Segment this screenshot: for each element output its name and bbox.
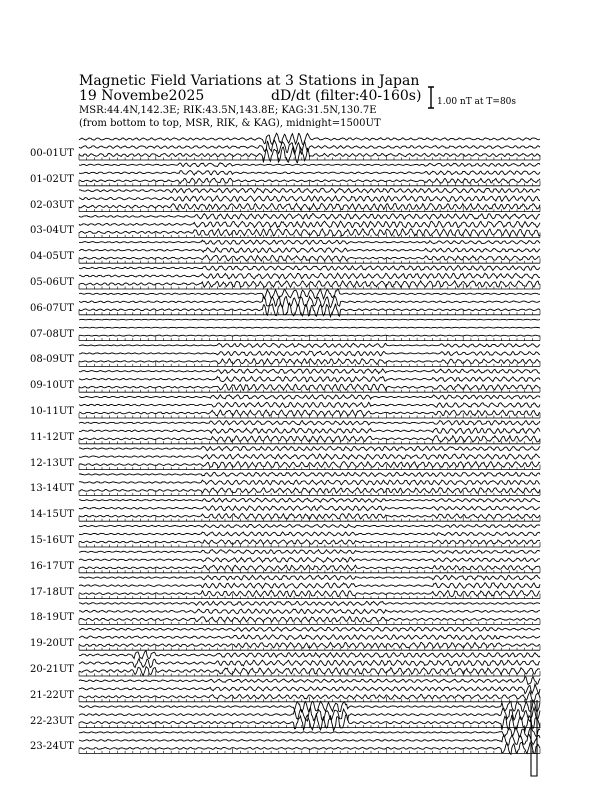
trace-rik-20-21UT [79,659,540,668]
hour-label-04-05UT: 04-05UT [30,251,74,263]
hour-label-19-20UT: 19-20UT [30,638,74,650]
trace-rik-09-10UT [79,377,540,382]
scale-bar [428,87,434,108]
trace-rik-10-11UT [79,402,540,407]
trace-rik-08-09UT [79,351,540,356]
hour-label-00-01UT: 00-01UT [30,148,74,159]
trace-kag-08-09UT [79,343,540,347]
hour-label-01-02UT: 01-02UT [30,173,74,185]
hour-label-11-12UT: 11-12UT [30,431,74,443]
trace-rik-01-02UT [79,171,540,176]
trace-kag-21-22UT [79,677,540,685]
trace-rik-06-07UT [79,296,540,308]
trace-rik-12-13UT [79,454,540,459]
row-ticks [79,594,540,599]
trace-kag-00-01UT [79,133,540,145]
hour-label-08-09UT: 08-09UT [30,354,74,366]
date-label: 19 Novembe2025 [79,88,205,104]
hour-label-20-21UT: 20-21UT [30,664,74,675]
hour-label-17-18UT: 17-18UT [30,586,74,598]
trace-kag-03-04UT [79,214,540,220]
hour-label-13-14UT: 13-14UT [30,483,74,495]
trace-rik-04-05UT [79,248,540,253]
trace-rik-21-22UT [79,684,540,694]
hour-label-10-11UT: 10-11UT [30,406,74,417]
hour-label-12-13UT: 12-13UT [30,457,74,469]
hour-label-15-16UT: 15-16UT [30,535,74,546]
trace-kag-16-17UT [79,550,540,554]
trace-rik-16-17UT [79,557,540,562]
trace-kag-11-12UT [79,421,540,426]
scale-bar-label: 1.00 nT at T=80s [437,97,517,107]
hour-label-06-07UT: 06-07UT [30,302,74,314]
trace-kag-04-05UT [79,240,540,244]
trace-rik-03-04UT [79,221,540,227]
row-ticks [79,336,540,341]
chart-title: Magnetic Field Variations at 3 Stations in Japan [79,73,420,89]
row-ticks [79,439,540,444]
trace-rik-11-12UT [79,428,540,434]
trace-rik-00-01UT [79,140,540,154]
trace-rik-07-08UT [79,327,540,328]
hour-label-07-08UT: 07-08UT [30,328,74,340]
trace-rik-18-19UT [79,609,540,614]
hour-label-21-22UT: 21-22UT [30,689,74,701]
trace-kag-14-15UT [79,498,540,502]
hour-label-23-24UT: 23-24UT [30,741,74,753]
hour-label-22-23UT: 22-23UT [30,715,74,727]
hour-label-05-06UT: 05-06UT [30,277,74,288]
trace-kag-23-24UT [79,727,540,737]
hour-label-02-03UT: 02-03UT [30,199,74,211]
trace-kag-15-16UT [79,524,540,527]
trace-kag-02-03UT [79,188,540,193]
hour-label-14-15UT: 14-15UT [30,509,74,521]
trace-rik-13-14UT [79,480,540,485]
trace-rik-23-24UT [79,735,540,746]
hour-label-09-10UT: 09-10UT [30,380,74,392]
trace-rik-15-16UT [79,532,540,536]
stations-label: MSR:44.4N,142.3E; RIK:43.5N,143.8E; KAG:31.5N,130.7E [79,105,377,116]
trace-kag-19-20UT [79,627,540,631]
trace-kag-12-13UT [79,446,540,450]
row-ticks [79,568,540,573]
trace-rik-19-20UT [79,635,540,640]
trace-kag-05-06UT [79,266,540,271]
row-ticks [79,284,540,289]
trace-kag-18-19UT [79,601,540,605]
trace-kag-20-21UT [79,651,540,659]
parameter-label: dD/dt (filter:40-160s) [271,88,422,104]
trace-kag-07-08UT [79,319,540,320]
order-note: (from bottom to top, MSR, RIK, & KAG), midnight=1500UT [79,118,381,129]
trace-rik-14-15UT [79,506,540,511]
trace-rik-17-18UT [79,583,540,589]
trace-msr-22-23UT [79,715,540,731]
trace-rik-05-06UT [79,273,540,279]
trace-kag-10-11UT [79,395,540,399]
hour-label-18-19UT: 18-19UT [30,612,74,624]
hour-label-03-04UT: 03-04UT [30,225,74,237]
trace-kag-13-14UT [79,472,540,476]
trace-rik-02-03UT [79,196,540,202]
trace-kag-01-02UT [79,163,540,167]
trace-rik-22-23UT [79,708,540,722]
trace-kag-09-10UT [79,369,540,374]
hour-label-16-17UT: 16-17UT [30,560,74,572]
row-ticks [79,645,540,650]
trace-kag-17-18UT [79,575,540,580]
